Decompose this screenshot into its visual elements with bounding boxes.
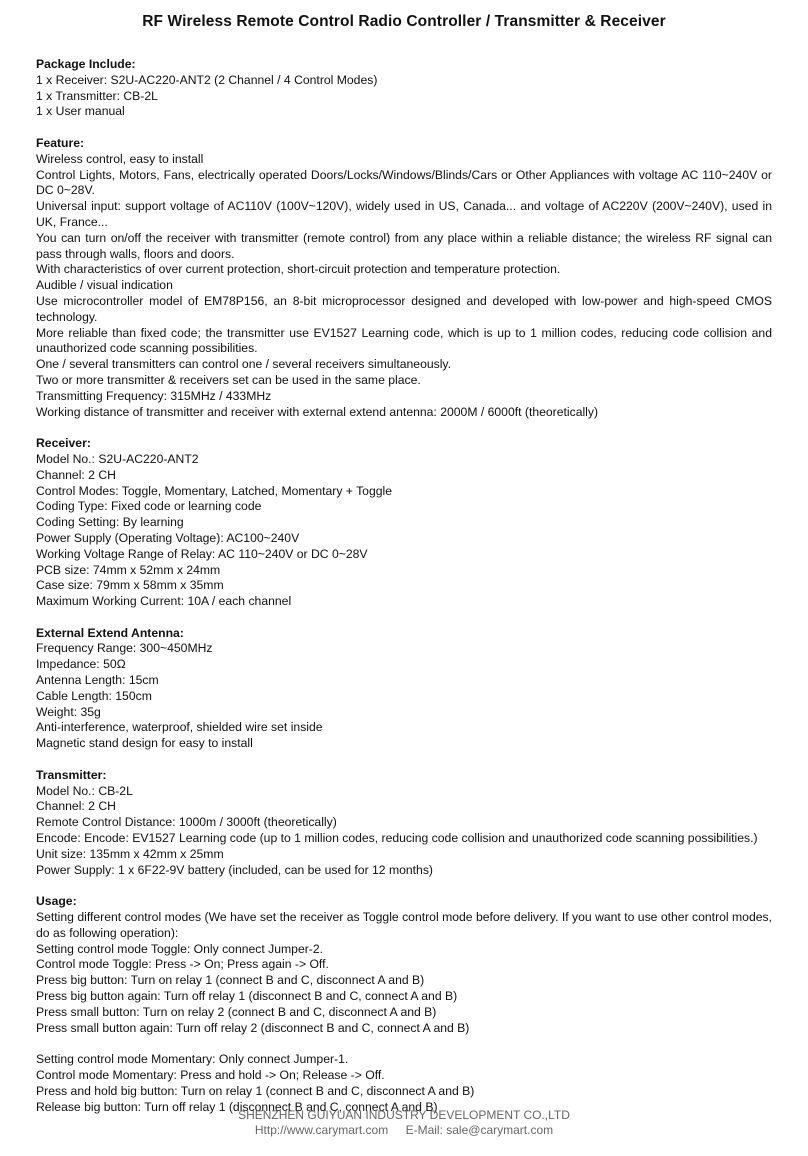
page-footer — [0, 1108, 808, 1138]
receiver-section — [36, 436, 772, 610]
receiver-spec: PCB size: 74mm x 52mm x 24mm — [36, 562, 221, 577]
receiver-spec: Maximum Working Current: 10A / each channel — [36, 594, 292, 609]
package-line: 1 x Transmitter: CB-2L — [36, 88, 158, 103]
package-heading: Package Include: — [36, 57, 136, 71]
transmitter-heading: Transmitter: — [36, 767, 107, 782]
receiver-spec: Power Supply (Operating Voltage): AC100~240V — [36, 530, 300, 545]
antenna-spec: Antenna Length: 15cm — [36, 673, 159, 688]
usage-momentary-line: Press and hold big button: Turn on relay 1 (connect B and C, disconnect A and B) — [36, 1083, 475, 1098]
transmitter-section — [36, 768, 772, 879]
feature-line: Two or more transmitter & receivers set can be used in the same place. — [36, 372, 421, 387]
antenna-spec: Magnetic stand design for easy to install — [36, 736, 253, 751]
receiver-spec: Channel: 2 CH — [36, 467, 116, 482]
feature-section — [36, 136, 772, 420]
usage-momentary-line: Setting control mode Momentary: Only connect Jumper-1. — [36, 1052, 349, 1067]
usage-toggle-line: Setting different control modes (We have set the receiver as Toggle control mode before delivery. If you want to use other control modes, do as following operation): — [36, 910, 772, 940]
antenna-spec: Cable Length: 150cm — [36, 688, 152, 703]
footer-email-link[interactable]: E-Mail: sale@carymart.com — [405, 1123, 554, 1137]
package-line: 1 x User manual — [36, 104, 125, 119]
receiver-spec: Case size: 79mm x 58mm x 35mm — [36, 578, 224, 593]
paragraph-gap — [36, 1036, 772, 1052]
footer-website-link[interactable]: Http://www.carymart.com — [254, 1123, 389, 1137]
receiver-heading: Receiver: — [36, 436, 91, 451]
feature-line: More reliable than fixed code; the transmitter use EV1527 Learning code, which is up to 1 million codes, reducing code collision and unauthorized code scanning possibilities. — [36, 325, 772, 356]
transmitter-spec: Unit size: 135mm x 42mm x 25mm — [36, 846, 224, 861]
antenna-spec: Impedance: 50Ω — [36, 657, 126, 672]
usage-momentary-line: Release big button: Turn off relay 1 (disconnect B and C, connect A and B) — [36, 1099, 438, 1114]
antenna-spec: Anti-interference, waterproof, shielded wire set inside — [36, 720, 323, 735]
antenna-spec: Weight: 35g — [36, 704, 101, 719]
feature-line: With characteristics of over current protection, short-circuit protection and temperature protection. — [36, 262, 561, 277]
usage-toggle-line: Press small button: Turn on relay 2 (connect B and C, disconnect A and B) — [36, 1004, 437, 1019]
feature-line: You can turn on/off the receiver with transmitter (remote control) from any place within a reliable distance; the wireless RF signal can pass through walls, floors and doors. — [36, 230, 772, 261]
feature-line: Audible / visual indication — [36, 278, 173, 293]
antenna-spec: Frequency Range: 300~450MHz — [36, 641, 213, 656]
antenna-section — [36, 626, 772, 752]
receiver-spec: Working Voltage Range of Relay: AC 110~240V or DC 0~28V — [36, 546, 368, 561]
feature-heading: Feature: — [36, 135, 85, 150]
antenna-heading: External Extend Antenna: — [36, 625, 184, 640]
package-line: 1 x Receiver: S2U-AC220-ANT2 (2 Channel / 4 Control Modes) — [36, 72, 378, 87]
feature-line: Working distance of transmitter and receiver with external extend antenna: 2000M / 6000ft (theoretically) — [36, 404, 599, 419]
transmitter-spec: Remote Control Distance: 1000m / 3000ft (theoretically) — [36, 815, 337, 830]
document-title: RF Wireless Remote Control Radio Controller / Transmitter & Receiver — [142, 13, 666, 30]
receiver-spec: Control Modes: Toggle, Momentary, Latched, Momentary + Toggle — [36, 483, 392, 498]
transmitter-spec: Encode: Encode: EV1527 Learning code (up to 1 million codes, reducing code collision and unauthorized code scanning possibilities.) — [36, 831, 758, 846]
feature-line: Transmitting Frequency: 315MHz / 433MHz — [36, 388, 272, 403]
usage-toggle-line: Control mode Toggle: Press -> On; Press again -> Off. — [36, 957, 329, 972]
transmitter-spec: Channel: 2 CH — [36, 799, 116, 814]
receiver-spec: Coding Type: Fixed code or learning code — [36, 499, 262, 514]
feature-line: One / several transmitters can control one / several receivers simultaneously. — [36, 357, 451, 372]
feature-line: Control Lights, Motors, Fans, electrically operated Doors/Locks/Windows/Blinds/Cars or Other Appliances with voltage AC 110~240V or DC 0~28V. — [36, 167, 772, 198]
receiver-spec: Model No.: S2U-AC220-ANT2 — [36, 451, 199, 466]
transmitter-spec: Power Supply: 1 x 6F22-9V battery (included, can be used for 12 months) — [36, 862, 433, 877]
usage-toggle-line: Press small button again: Turn off relay 2 (disconnect B and C, connect A and B) — [36, 1020, 470, 1035]
footer-company: SHENZHEN GUIYUAN INDUSTRY DEVELOPMENT CO.,LTD — [238, 1108, 570, 1122]
document-body — [36, 57, 772, 1115]
usage-toggle-line: Press big button: Turn on relay 1 (connect B and C, disconnect A and B) — [36, 973, 425, 988]
package-section — [36, 57, 772, 120]
footer-contact — [0, 1123, 808, 1138]
usage-section — [36, 894, 772, 1115]
usage-momentary-line: Control mode Momentary: Press and hold -> On; Release -> Off. — [36, 1068, 385, 1082]
receiver-spec: Coding Setting: By learning — [36, 515, 184, 530]
usage-toggle-line: Setting control mode Toggle: Only connect Jumper-2. — [36, 941, 324, 956]
feature-line: Universal input: support voltage of AC110V (100V~120V), widely used in US, Canada... and voltage of AC220V (200V~240V), used in UK, France... — [36, 199, 772, 229]
usage-toggle-line: Press big button again: Turn off relay 1 (disconnect B and C, connect A and B) — [36, 989, 458, 1004]
usage-heading: Usage: — [36, 894, 77, 909]
feature-line: Use microcontroller model of EM78P156, an 8-bit microprocessor designed and developed with low-power and high-speed CMOS technology. — [36, 293, 772, 324]
transmitter-spec: Model No.: CB-2L — [36, 783, 133, 798]
feature-line: Wireless control, easy to install — [36, 151, 204, 166]
